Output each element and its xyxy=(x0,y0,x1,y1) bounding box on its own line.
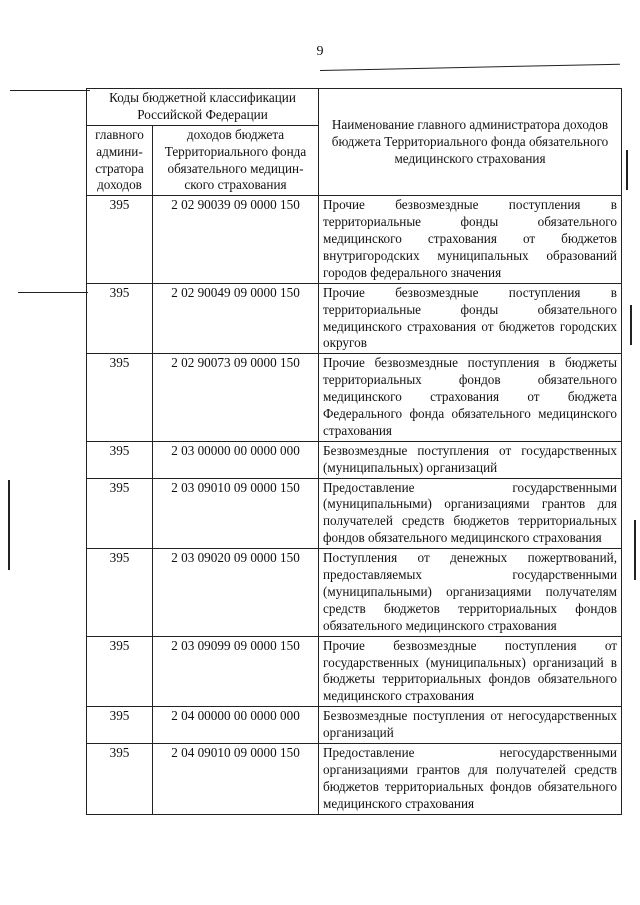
table-row xyxy=(87,478,622,549)
table-row xyxy=(87,707,622,744)
scan-artifact-line xyxy=(320,64,620,71)
admin-code-cell: 395 xyxy=(87,636,153,707)
admin-code-cell: 395 xyxy=(87,354,153,441)
income-code-cell: 2 02 90073 09 0000 150 xyxy=(153,354,319,441)
header-col-name: Наименование главного администратора доходов бюджета Территориального фонда обязательного медицинского страхования xyxy=(319,89,622,196)
scan-artifact-line xyxy=(8,480,10,570)
income-name-cell: Предоставление негосударственными организациями грантов для получателей средств бюджетов территориальных фондов обязательного медицинского страхования xyxy=(319,743,622,814)
header-col-income: доходов бюджета Территориального фонда обязательного медицин- ского страхования xyxy=(153,125,319,196)
page-number: 9 xyxy=(316,44,324,59)
scan-artifact-line xyxy=(18,292,88,293)
table-row xyxy=(87,549,622,636)
income-code-cell: 2 03 09099 09 0000 150 xyxy=(153,636,319,707)
budget-codes-table xyxy=(86,88,622,815)
header-codes-group: Коды бюджетной классификации Российской Федерации xyxy=(87,89,319,126)
admin-code-cell: 395 xyxy=(87,196,153,283)
income-code-cell: 2 02 90049 09 0000 150 xyxy=(153,283,319,354)
income-code-cell: 2 03 00000 00 0000 000 xyxy=(153,441,319,478)
header-col-admin: главного админи- стратора доходов xyxy=(87,125,153,196)
scan-artifact-line xyxy=(626,150,628,190)
income-code-cell: 2 03 09020 09 0000 150 xyxy=(153,549,319,636)
table-row xyxy=(87,196,622,283)
table-row xyxy=(87,636,622,707)
table-row xyxy=(87,743,622,814)
scan-artifact-line xyxy=(634,520,636,580)
income-code-cell: 2 03 09010 09 0000 150 xyxy=(153,478,319,549)
income-name-cell: Прочие безвозмездные поступления в территориальные фонды обязательного медицинского страхования от бюджетов городских округов xyxy=(319,283,622,354)
scan-artifact-line xyxy=(10,90,90,91)
income-name-cell: Предоставление государственными (муниципальными) организациями грантов для получателей средств бюджетов территориальных фондов обязательного медицинского страхования xyxy=(319,478,622,549)
admin-code-cell: 395 xyxy=(87,707,153,744)
admin-code-cell: 395 xyxy=(87,743,153,814)
admin-code-cell: 395 xyxy=(87,478,153,549)
income-name-cell: Прочие безвозмездные поступления в бюджеты территориальных фондов обязательного медицинского страхования от бюджета Федерального фонда обязательного медицинского страхования xyxy=(319,354,622,441)
income-name-cell: Прочие безвозмездные поступления в территориальные фонды обязательного медицинского страхования от бюджетов внутригородских муниципальных образований городов федерального значения xyxy=(319,196,622,283)
income-name-cell: Прочие безвозмездные поступления от государственных (муниципальных) организаций в бюджеты территориальных фондов обязательного медицинского страхования xyxy=(319,636,622,707)
table-row xyxy=(87,283,622,354)
income-code-cell: 2 02 90039 09 0000 150 xyxy=(153,196,319,283)
table-row xyxy=(87,354,622,441)
income-code-cell: 2 04 00000 00 0000 000 xyxy=(153,707,319,744)
income-code-cell: 2 04 09010 09 0000 150 xyxy=(153,743,319,814)
admin-code-cell: 395 xyxy=(87,283,153,354)
table-row xyxy=(87,441,622,478)
income-name-cell: Поступления от денежных пожертвований, предоставляемых государственными (муниципальными) организациями получателям средств бюджетов территориальных фондов обязательного медицинского страхования xyxy=(319,549,622,636)
income-name-cell: Безвозмездные поступления от государственных (муниципальных) организаций xyxy=(319,441,622,478)
scan-artifact-line xyxy=(630,305,632,345)
income-name-cell: Безвозмездные поступления от негосударственных организаций xyxy=(319,707,622,744)
admin-code-cell: 395 xyxy=(87,549,153,636)
admin-code-cell: 395 xyxy=(87,441,153,478)
